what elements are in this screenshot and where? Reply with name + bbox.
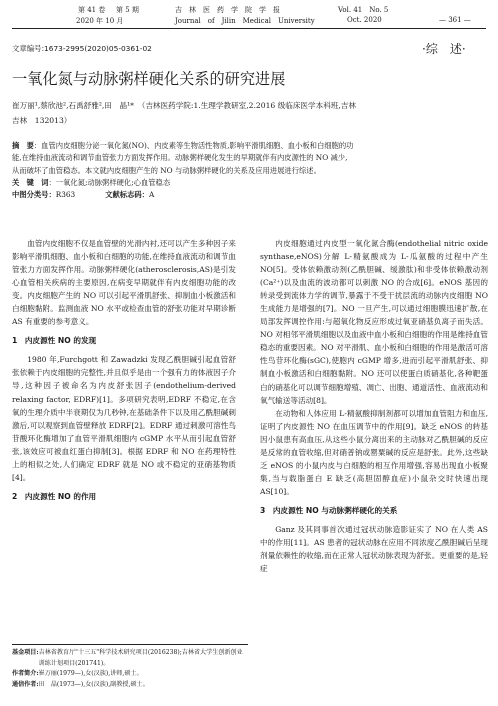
author-bio-label: 作者简介: xyxy=(12,670,39,677)
article-number: 文章编号:1673-2995(2020)05-0361-02 xyxy=(12,44,152,53)
section-1-paragraph: 1980 年,Furchgott 和 Zawadzki 发现乙酰胆碱引起血管舒张依赖于内皮细胞的完整性,并且似乎是由一个强有力的体液因子介导,这种因子被命名为内皮舒张因子(endothelium-derived relaxing factor, EDRF)[1]。多项研究表明,EDRF 不稳定,在含氧的生理介质中半衰期仅为几秒钟,在基础条件下以及用乙酰胆碱刺激后,可以观察到血管壁释放 EDRF[2]。EDRF 通过刺激可溶性鸟苷酸环化酶增加了血管平滑肌细胞内 cGMP 水平从而引起血管舒张,该效应可被血红蛋白抑制[3]。根据 EDRF 和 NO 在药理特性上的相似之处,人们确定 EDRF 就是 NO 或不稳定的亚硝基物质[4]。 xyxy=(12,355,236,482)
clc-number: R363 xyxy=(55,190,76,200)
abstract-line-2: 能,在维持血液流动和调节血管张力方面发挥作用。动脉粥样硬化发生的早期就伴有内皮源性的 NO 减少, xyxy=(12,153,348,163)
keywords-label: 关 键 词 xyxy=(12,177,49,187)
footnote-rule xyxy=(12,644,248,645)
header-issue: 第 5 期 xyxy=(116,6,139,14)
header-volume: 第 41 卷 xyxy=(78,6,106,14)
authors-affiliation-cont: 吉林 132013） xyxy=(12,116,72,125)
section-heading-3: 3 内皮源性 NO 与动脉粥样硬化的关系 xyxy=(260,505,398,515)
fund-text: 吉林省教育厅"十三五"科学技术研究项目(2016238);吉林省大学生创新创业训练计划项目(201741)。 xyxy=(38,649,243,667)
abstract-line-1: ：血管内皮细胞分泌一氧化氮(NO)、内皮素等生物活性物质,影响平滑肌细胞、血小板和白细胞的功 xyxy=(33,141,354,150)
section-heading-2: 2 内皮源性 NO 的作用 xyxy=(12,491,97,501)
corresponding-label: 通信作者: xyxy=(12,680,39,688)
left-column xyxy=(12,237,236,509)
header-year-month: 2020 年 10 月 xyxy=(76,17,124,25)
author-bio: 崔万丽(1979—),女(汉族),讲师,硕士。 xyxy=(38,670,143,677)
header-date-en: Oct. 2020 xyxy=(347,16,382,24)
doc-code: A xyxy=(148,190,155,200)
section-heading-1: 1 内皮源性 NO 的发现 xyxy=(12,336,97,346)
footnotes xyxy=(12,648,248,690)
page-number: — 361 — xyxy=(439,16,471,24)
abstract-label: 摘 要 xyxy=(12,141,34,150)
abstract xyxy=(12,140,490,201)
header-journal-cn: 吉 林 医 药 学 院 学 报 xyxy=(175,6,280,14)
header-vol-no-en: Vol. 41 No. 5 xyxy=(338,6,389,14)
abstract-line-3: 从而破坏了血管稳态。本文就内皮细胞产生的 NO 与动脉粥样硬化的关系及应用进展进行综述。 xyxy=(12,165,321,175)
header-rule xyxy=(12,28,486,29)
header-journal-en: Journal of Jilin Medical University xyxy=(175,17,315,25)
section-2-paragraph-1: 内皮细胞通过内皮型一氧化氮合酶(endothelial nitric oxide synthase,eNOS)分解 L-精氨酸成为 L-瓜氨酸的过程中产生 NO[5]。受体依赖激动剂(乙酰胆碱、缓激肽)和非受体依赖激动剂(Ca²⁺)以及血流的波动都可以刺激 NO 的合成[6]。eNOS 基因的转录受到流体力学的调节,暴露于不受干扰层流的动脉内皮细胞 NO 生成能力是增强的[7]。NO 一旦产生,可以通过细胞膜迅速扩散,在局部发挥调控作用:与超氧化物反应形成过氧亚硝基负离子而失活。NO 对相邻平滑肌细胞以及血液中血小板和白细胞的作用是维持血管稳态的重要因素。NO 对平滑肌、血小板和白细胞的作用是激活可溶性鸟苷环化酶(sGC),使胞内 cGMP 增多,进而引起平滑肌舒张、抑制血小板激活和白细胞黏附。NO 还可以使蛋白质硝基化,各种靶蛋白的硝基化可以调节细胞增殖、凋亡、出胞、通道活性、血液流动和氧气输送等活动[8]。 xyxy=(260,239,488,405)
section-3-paragraph: Ganz 及其同事首次通过冠状动脉造影证实了 NO 在人类 AS 中的作用[11]。AS 患者的冠状动脉在应用不同浓度乙酰胆碱后呈现剂量依赖性的收缩,而在正常人冠状动脉表现为舒张。更重要的是,轻症 xyxy=(260,524,488,574)
section-label: ·综 述· xyxy=(422,42,466,56)
intro-paragraph: 血管内皮细胞不仅是血管壁的光滑内衬,还可以产生多种因子来影响平滑肌细胞、血小板和白细胞的功能,在维持血液流动和调节血管张力方面发挥作用。动脉粥样硬化(atherosclerosis,AS)是引发心血管相关疾病的主要原因,在病变早期就伴有内皮细胞功能的改变。内皮细胞产生的 NO 可以引起平滑肌舒张、抑制血小板激活和白细胞黏附。监测血液 NO 水平或检查血管的舒张功能对早期诊断 AS 有重要的参考意义。 xyxy=(12,239,236,327)
section-2-paragraph-2: 在动物和人体应用 L-精氨酸抑制剂都可以增加血管阻力和血压,证明了内皮源性 NO 在血压调节中的作用[9]。缺乏 eNOS 的转基因小鼠患有高血压,从这些小鼠分离出来的主动脉对乙酰胆碱的反应是反常的血管收缩,但对硝普钠或罂粟碱的反应是舒张。此外,这些缺乏 eNOS 的小鼠内皮与白细胞的相互作用增强,容易出现血小板聚集,当与载脂蛋白 E 缺乏(高胆固醇血症)小鼠杂交时快速出现 AS[10]。 xyxy=(260,408,488,496)
authors-affiliation: 崔万丽¹,蔡欣池²,石禹舒雅²,田 晶¹* （吉林医药学院:1.生理学教研室,2.2016 级临床医学本科班,吉林 xyxy=(12,101,356,110)
article-title: 一氧化氮与动脉粥样硬化关系的研究进展 xyxy=(12,70,286,88)
right-column xyxy=(260,237,488,575)
clc-label: 中图分类号： xyxy=(12,190,56,200)
keywords: ：一氧化氮;动脉粥样硬化;心血管稳态 xyxy=(48,177,171,187)
corresponding-author: 田 晶(1973—),女(汉族),副教授,硕士。 xyxy=(38,680,149,688)
fund-label: 基金项目: xyxy=(12,649,39,656)
doc-code-label: 文献标志码： xyxy=(105,190,149,200)
